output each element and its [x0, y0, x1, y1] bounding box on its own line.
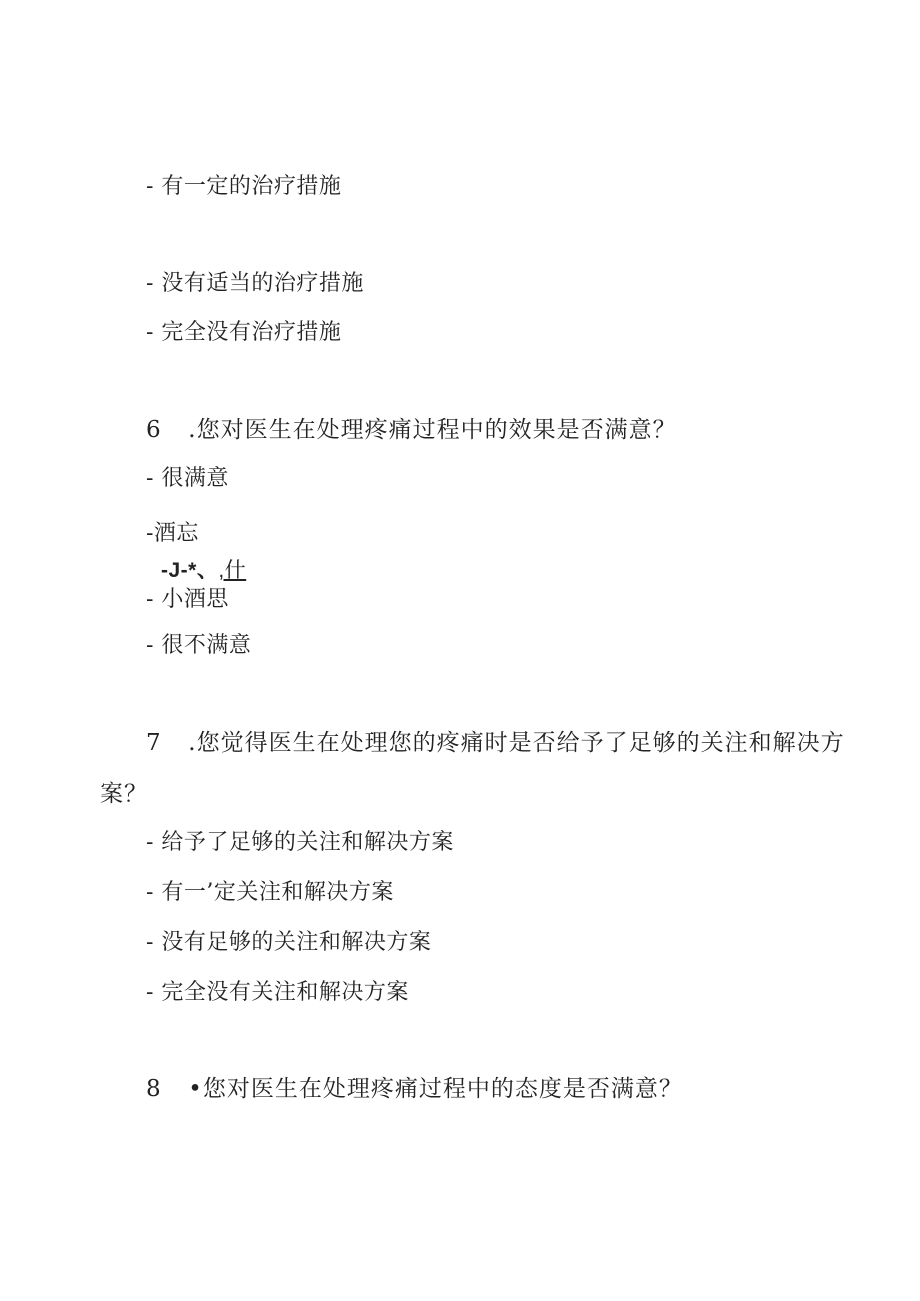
question-8 [146, 1075, 683, 1103]
question-number: 7 [146, 730, 162, 756]
option-text: - 完全没有关注和解决方案 [146, 980, 409, 1005]
option-text: - 给予了足够的关注和解决方案 [146, 830, 454, 855]
option-text: -酒忘 [146, 521, 199, 546]
option-text: - 没有适当的治疗措施 [146, 271, 364, 296]
artifact-underlined: ,什 [218, 559, 247, 582]
question-6 [146, 416, 677, 444]
option-text: - 很不满意 [146, 633, 252, 658]
question-number: 8 [146, 1076, 162, 1102]
question-text: .您觉得医生在处理您的疼痛时是否给予了足够的关注和解决方 [188, 730, 845, 756]
option-text: - 有一定的治疗措施 [146, 174, 342, 199]
option-text: - 有一’定关注和解决方案 [146, 880, 394, 905]
question-text: •您对医生在处理疼痛过程中的态度是否满意？ [188, 1076, 683, 1102]
question-number: 6 [146, 417, 162, 443]
ocr-artifact-line [161, 557, 246, 585]
question-text: .您对医生在处理疼痛过程中的效果是否满意？ [188, 417, 677, 443]
question-7-continuation: 案？ [100, 781, 148, 807]
option-text: - 没有足够的关注和解决方案 [146, 930, 432, 955]
option-text: - 完全没有治疗措施 [146, 320, 342, 345]
option-text: - 小酒思 [146, 587, 229, 612]
question-7 [146, 729, 845, 757]
artifact-prefix: -J-*、 [161, 559, 219, 582]
option-text: - 很满意 [146, 466, 229, 491]
